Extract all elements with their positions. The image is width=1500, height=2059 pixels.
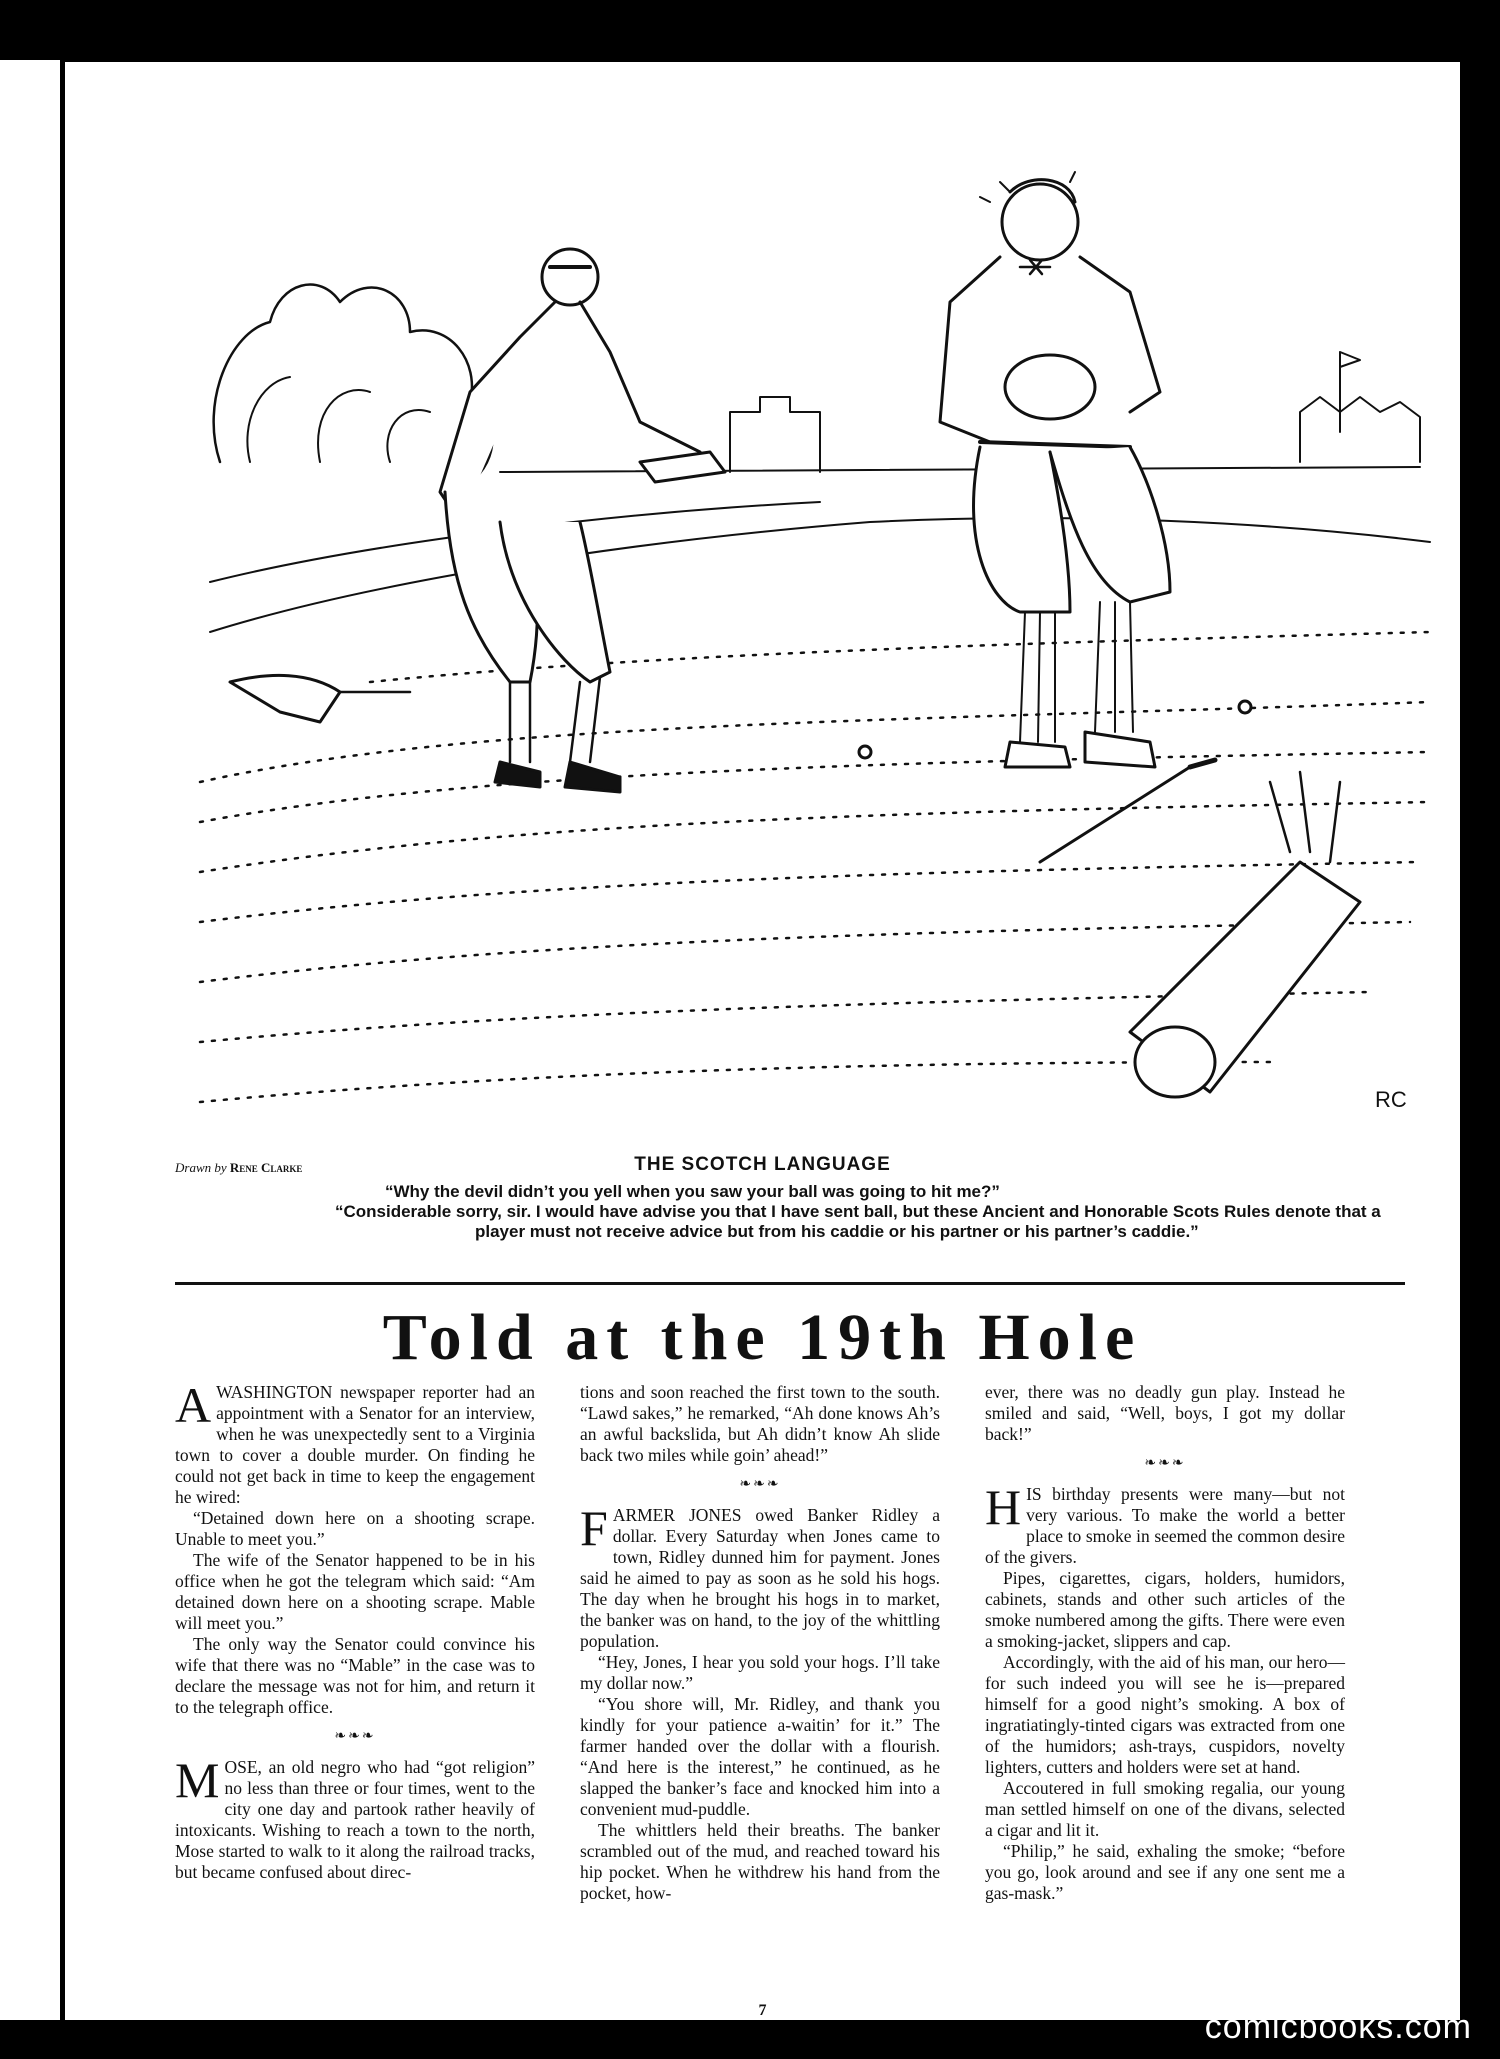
paragraph: “Philip,” he said, exhaling the smoke; “before you go, look around and see if any one sent me a gas-mask.” [985,1841,1345,1903]
drop-cap: F [580,1500,608,1556]
paragraph: Pipes, cigarettes, cigars, holders, humidors, cabinets, stands and other such articles of the smoke numbered among the gifts. There were even a smoking-jacket, slippers and cap. [985,1568,1345,1651]
paragraph: ever, there was no deadly gun play. Instead he smiled and said, “Well, boys, I got my dollar back!” [985,1382,1345,1444]
caption-line-1: “Why the devil didn’t you yell when you saw your ball was going to hit me?” [385,1182,1000,1201]
paragraph: The whittlers held their breaths. The banker scrambled out of the mud, and reached toward his hip pocket. When he withdrew his hand from the pocket, how- [580,1820,940,1903]
credit-artist-name: Rene Clarke [229,1160,303,1175]
article-headline: Told at the 19th Hole [382,1301,1143,1374]
paragraph-text: owed Banker Ridley a dollar. Every Saturday when Jones came to town, Ridley dunned him for payment. Jones said he aimed to pay as soon as he sold his hogs. The day when he brought his hogs in to market, the banker was on hand, to the joy of the whittling population. [580,1505,940,1651]
drop-cap: H [985,1479,1022,1535]
lead-words: IS [1026,1484,1042,1504]
paragraph: The only way the Senator could convince his wife that there was no “Mable” in the case was to declare the message was not for him, and return it to the telegraph office. [175,1634,535,1717]
paragraph: “You shore will, Mr. Ridley, and thank you kindly for your patience a-waitin’ for it.” The farmer handed over the dollar with a flourish. “And here is the interest,” he continued, as he slapped the banker’s face and knocked him into a convenient mud-puddle. [580,1694,940,1819]
column-3 [985,1382,1345,1904]
credit-prefix: Drawn by [175,1160,227,1175]
adjacent-page-edge [0,60,60,2020]
section-divider [175,1282,1405,1285]
lead-words: ARMER JONES [612,1505,742,1525]
story-birthday [985,1479,1345,1568]
drop-cap: A [175,1377,212,1433]
column-2 [580,1382,940,1904]
story-washington [175,1377,535,1508]
story-mose [175,1752,535,1883]
paragraph: tions and soon reached the first town to the south. “Lawd sakes,” he remarked, “Ah done knows Ah’s an awful backslida, but Ah didn’t know Ah slide back two miles while goin’ ahead!” [580,1382,940,1465]
paragraph: Accoutered in full smoking regalia, our young man settled himself on one of the divans, selected a cigar and lit it. [985,1778,1345,1840]
drop-cap: M [175,1752,220,1808]
caption-line-2: “Considerable sorry, sir. I would have advise you that I have sent ball, but these Ancient and Honorable Scots Rules denote that a player must not receive advice but from his caddie or his partner or his partner’s caddie.” [335,1202,1381,1241]
cartoon-title: THE SCOTCH LANGUAGE [634,1154,891,1175]
golf-bag [1130,772,1360,1097]
column-1 [175,1377,535,1883]
lead-words: OSE, [224,1757,262,1777]
paragraph-text: birthday presents were many—but not very various. To make the world a better place to smoke in seemed the common desire of the givers. [985,1484,1345,1567]
lead-words: WASHINGTON [216,1382,333,1402]
paragraph: Accordingly, with the aid of his man, our hero—for such indeed you will see he is—prepared himself for a good night’s smoking. A box of ingratiatingly-tinted cigars was extracted from one of the humidors; ash-trays, cuspidors, novelty lighters, cutters and holders were set at hand. [985,1652,1345,1777]
paragraph: “Hey, Jones, I hear you sold your hogs. I’ll take my dollar now.” [580,1652,940,1693]
section-ornament: ❧❧❧ [334,1729,376,1744]
paragraph-text: newspaper reporter had an appointment with a Senator for an interview, when he was unexpectedly sent to a Virginia town to cover a double murder. On finding he could not get back in time to keep the engagement he wired: [175,1382,535,1507]
cartoon-caption [335,1182,1395,1242]
paragraph-text: an old negro who had “got religion” no less than three or four times, went to the city one day and partook rather heavily of intoxicants. Wishing to reach a town to the north, Mose started to walk to it along the railroad tracks, but became confused about direc- [175,1757,535,1882]
story-farmer-jones [580,1500,940,1652]
section-ornament: ❧❧❧ [1144,1456,1186,1471]
golf-cartoon-illustration [170,162,1465,1147]
paragraph: The wife of the Senator happened to be in his office when he got the telegram which said: “Am detained down here on a shooting scrape. Mable will meet you.” [175,1550,535,1633]
magazine-page [65,62,1460,2020]
artist-signature: RC [1375,1087,1407,1112]
paragraph: “Detained down here on a shooting scrape. Unable to meet you.” [175,1508,535,1549]
section-ornament: ❧❧❧ [739,1477,781,1492]
page-number: 7 [758,2002,767,2019]
site-watermark: comicbooks.com [1204,2008,1472,2046]
